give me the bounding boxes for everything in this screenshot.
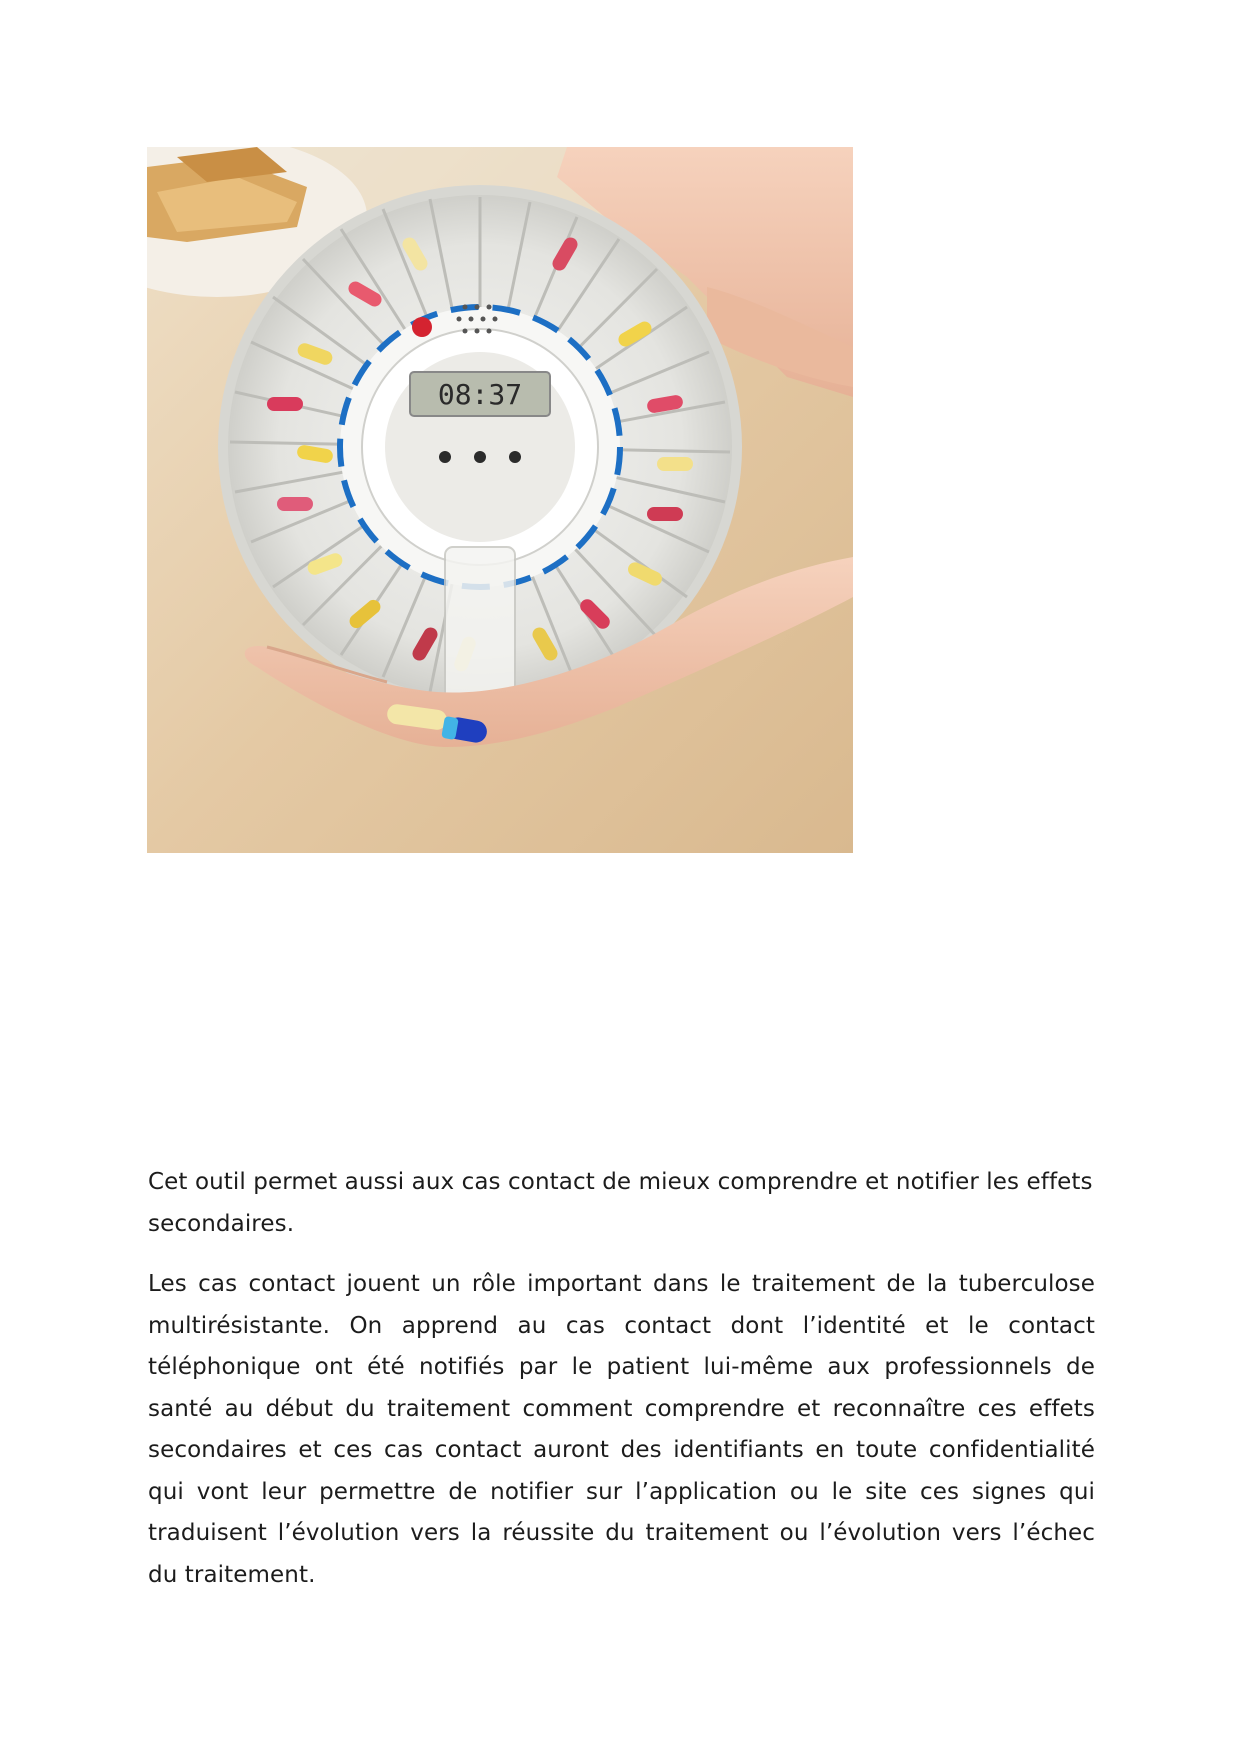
dispenser-button-icon bbox=[439, 451, 451, 463]
pill-dispenser-illustration bbox=[147, 147, 853, 853]
dispenser-button-icon bbox=[474, 451, 486, 463]
paragraph-2 bbox=[148, 1264, 1095, 1596]
dispenser-button-icon bbox=[509, 451, 521, 463]
pill-dispenser-photo bbox=[147, 147, 853, 853]
paragraph-1 bbox=[148, 1162, 1095, 1245]
paragraph-2-text: Les cas contact jouent un rôle important dans le traitement de la tuberculose multirésistante. On apprend au cas contact dont l’identité et le contact téléphonique ont été notifiés par le patient lui-même aux professionnels de santé au début du traitement comment comprendre et reconnaître ces effets secondaires et ces cas contact auront des identifiants en toute confidentialité qui vont leur permettre de notifier sur l’application ou le site ces signes qui traduisent l’évolution vers la réussite du traitement ou l’évolution vers l’échec du traitement. bbox=[148, 1271, 1095, 1588]
lcd-time: 08:37 bbox=[437, 378, 523, 411]
lcd-display bbox=[410, 372, 550, 416]
paragraph-1-text: Cet outil permet aussi aux cas contact de mieux comprendre et notifier les effets secondaires. bbox=[148, 1169, 1093, 1237]
alarm-button-icon bbox=[412, 317, 432, 337]
